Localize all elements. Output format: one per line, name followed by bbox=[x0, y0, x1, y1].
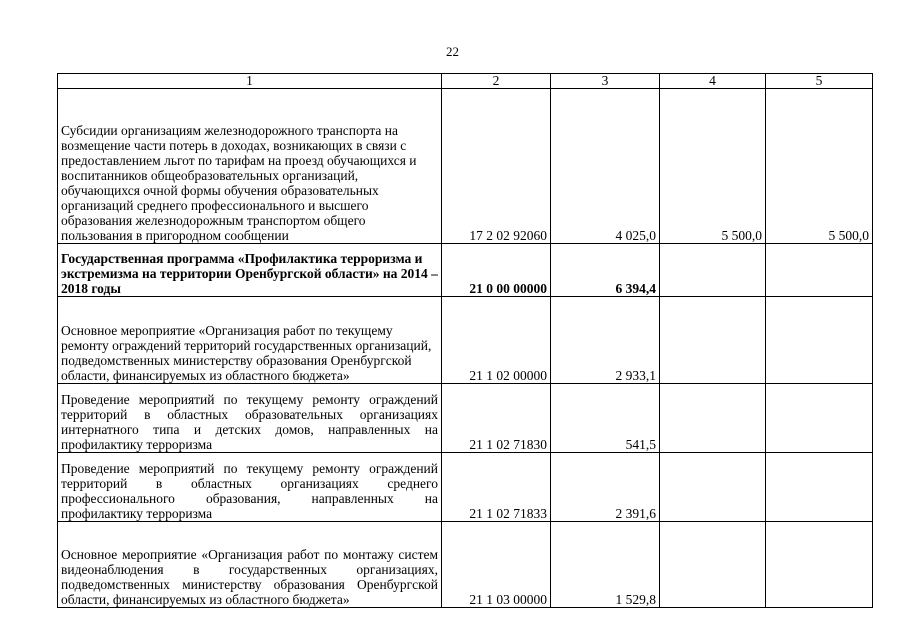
row-value-4 bbox=[660, 522, 766, 608]
table-row bbox=[58, 453, 873, 522]
row-description: Государственная программа «Профилактика терроризма и экстремизма на территории Оренбургской области» на 2014 – 2018 годы bbox=[58, 244, 442, 297]
row-value-5 bbox=[766, 244, 873, 297]
row-value-4: 5 500,0 bbox=[660, 89, 766, 244]
page-number: 22 bbox=[446, 44, 459, 59]
table-row bbox=[58, 244, 873, 297]
column-header-5: 5 bbox=[766, 74, 873, 89]
row-value-5: 5 500,0 bbox=[766, 89, 873, 244]
table-row bbox=[58, 384, 873, 453]
row-value-5 bbox=[766, 297, 873, 384]
row-code: 21 1 03 00000 bbox=[442, 522, 551, 608]
row-value-4 bbox=[660, 453, 766, 522]
row-code: 21 1 02 00000 bbox=[442, 297, 551, 384]
row-value-4 bbox=[660, 244, 766, 297]
row-value-3: 541,5 bbox=[551, 384, 660, 453]
row-value-3: 4 025,0 bbox=[551, 89, 660, 244]
row-value-3: 2 391,6 bbox=[551, 453, 660, 522]
table-row bbox=[58, 89, 873, 244]
row-value-5 bbox=[766, 453, 873, 522]
row-description: Основное мероприятие «Организация работ по монтажу систем видеонаблюдения в государственных организациях, подведомственных министерству образования Оренбургской области, финансируемых из областного бюджета» bbox=[58, 522, 442, 608]
column-header-3: 3 bbox=[551, 74, 660, 89]
table-row bbox=[58, 297, 873, 384]
row-description: Проведение мероприятий по текущему ремонту ограждений территорий в областных организациях среднего профессионального образования, направленных на профилактику терроризма bbox=[58, 453, 442, 522]
row-value-3: 1 529,8 bbox=[551, 522, 660, 608]
row-code: 21 0 00 00000 bbox=[442, 244, 551, 297]
row-value-5 bbox=[766, 384, 873, 453]
row-code: 21 1 02 71830 bbox=[442, 384, 551, 453]
row-description: Основное мероприятие «Организация работ по текущему ремонту ограждений территорий государственных организаций, подведомственных министерству образования Оренбургской области, финансируемых из областного бюджета» bbox=[58, 297, 442, 384]
row-value-4 bbox=[660, 384, 766, 453]
column-header-1: 1 bbox=[58, 74, 442, 89]
column-header-2: 2 bbox=[442, 74, 551, 89]
row-code: 21 1 02 71833 bbox=[442, 453, 551, 522]
budget-table bbox=[57, 73, 873, 608]
row-value-5 bbox=[766, 522, 873, 608]
table-header-row bbox=[58, 74, 873, 89]
row-code: 17 2 02 92060 bbox=[442, 89, 551, 244]
row-value-3: 2 933,1 bbox=[551, 297, 660, 384]
column-header-4: 4 bbox=[660, 74, 766, 89]
row-description: Субсидии организациям железнодорожного транспорта на возмещение части потерь в доходах, возникающих в связи с предоставлением льгот по тарифам на проезд обучающихся и воспитанников общеобразовательных организаций, обучающихся очной формы обучения образовательных организаций среднего профессионального и высшего образования железнодорожным транспортом общего пользования в пригородном сообщении bbox=[58, 89, 442, 244]
row-description: Проведение мероприятий по текущему ремонту ограждений территорий в областных образовательных организациях интернатного типа и детских домов, направленных на профилактику терроризма bbox=[58, 384, 442, 453]
row-value-4 bbox=[660, 297, 766, 384]
row-value-3: 6 394,4 bbox=[551, 244, 660, 297]
table-row bbox=[58, 522, 873, 608]
